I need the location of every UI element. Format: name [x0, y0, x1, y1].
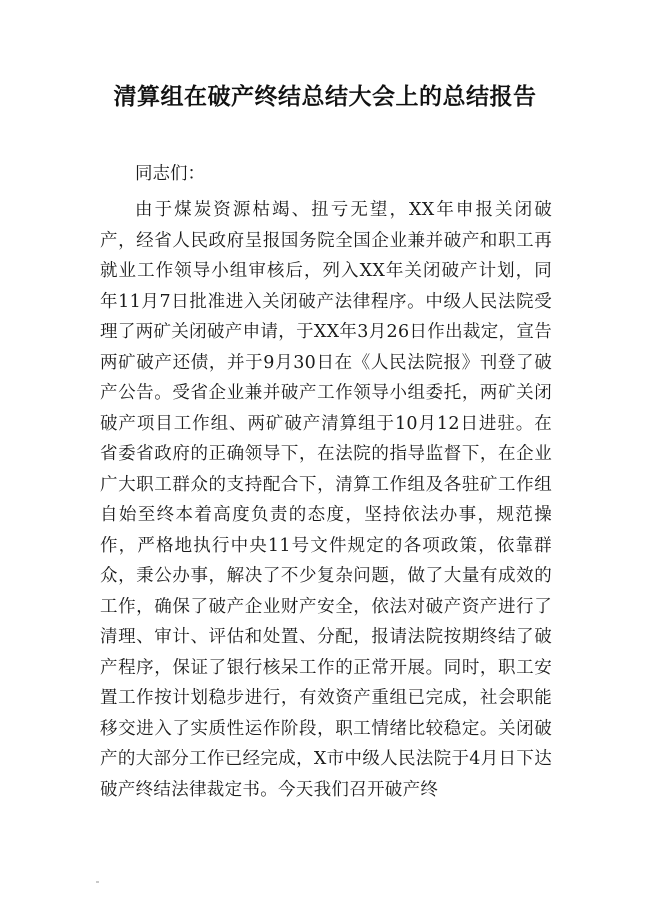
- body-paragraph: 由于煤炭资源枯竭、扭亏无望，XX年申报关闭破产，经省人民政府呈报国务院全国企业兼并破产和职工再就业工作领导小组审核后，列入XX年关闭破产计划，同年11月7日批准进入关闭破产法律程序。中级人民法院受理了两矿关闭破产申请，于XX年3月26日作出裁定，宣告两矿破产还债，并于9月30日在《人民法院报》刊登了破产公告。受省企业兼并破产工作领导小组委托，两矿关闭破产项目工作组、两矿破产清算组于10月12日进驻。在省委省政府的正确领导下，在法院的指导监督下，在企业广大职工群众的支持配合下，清算工作组及各驻矿工作组自始至终本着高度负责的态度，坚持依法办事，规范操作，严格地执行中央11号文件规定的各项政策，依靠群众，秉公办事，解决了不少复杂问题，做了大量有成效的工作，确保了破产企业财产安全，依法对破产资产进行了清理、审计、评估和处置、分配，报请法院按期终结了破产程序，保证了银行核呆工作的正常开展。同时，职工安置工作按计划稳步进行，有效资产重组已完成，社会职能移交进入了实质性运作阶段，职工情绪比较稳定。关闭破产的大部分工作已经完成，X市中级人民法院于4月日下达破产终结法律裁定书。今天我们召开破产终: [100, 200, 552, 800]
- scan-speck: [96, 881, 99, 883]
- document-title: 清算组在破产终结总结大会上的总结报告: [113, 84, 537, 110]
- salutation: 同志们：: [135, 164, 205, 184]
